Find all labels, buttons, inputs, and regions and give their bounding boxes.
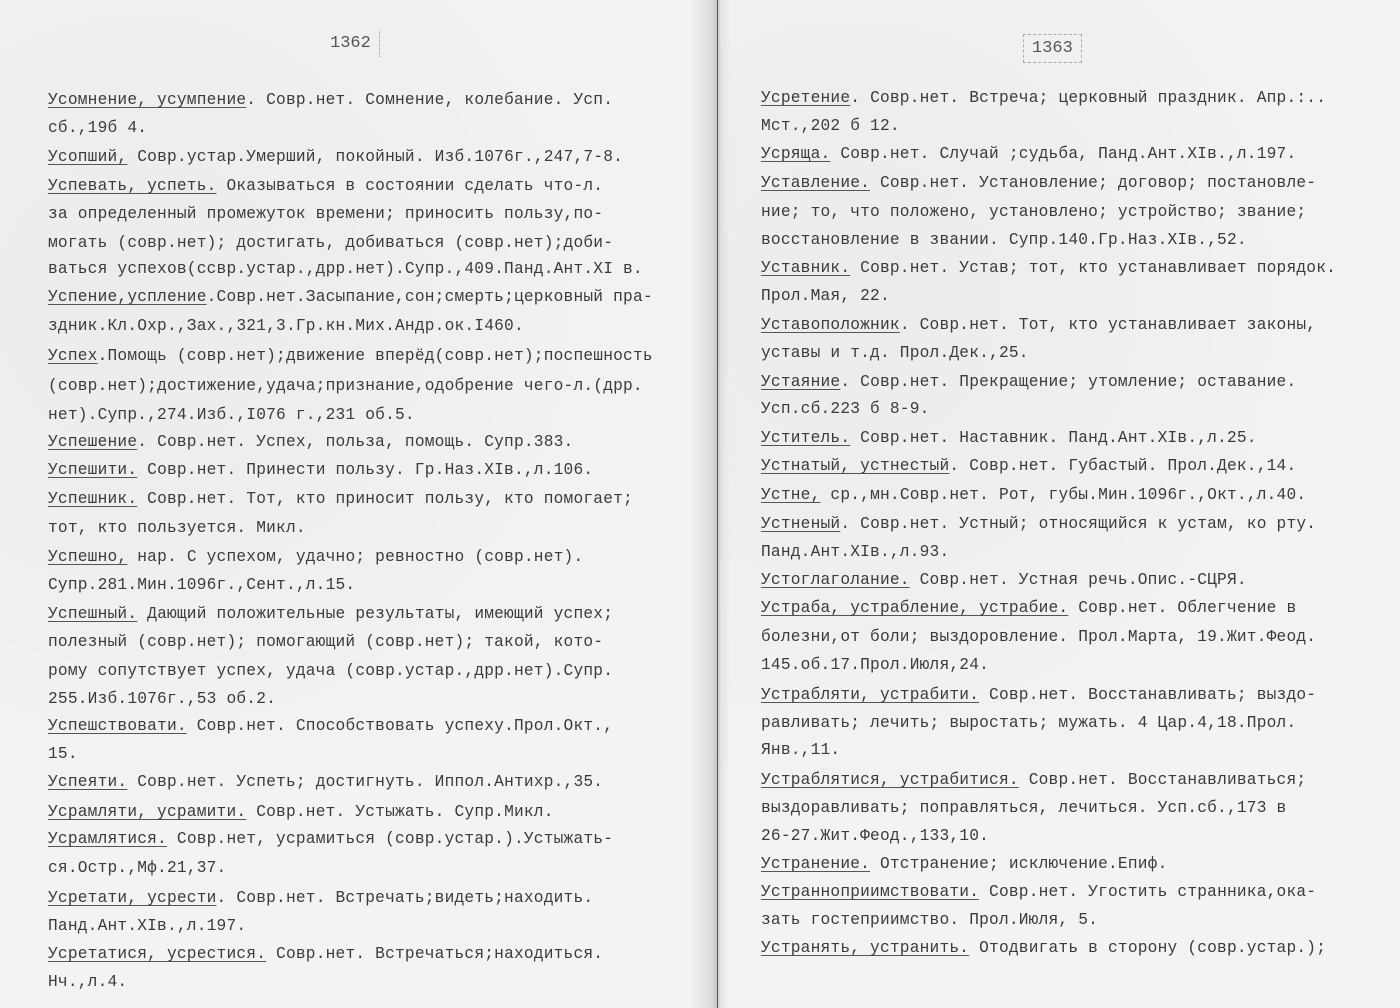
entry-text: Совр.нет. Устав; тот, кто устанавливает порядок.	[850, 259, 1337, 277]
entry-text: . Совр.нет. Прекращение; утомление; оставание.	[840, 373, 1297, 391]
entry-continuation-line	[761, 656, 989, 674]
headword: Успеяти.	[48, 773, 128, 791]
entry-text: Совр.нет. Способствовать успеху.Прол.Окт.,	[186, 717, 614, 735]
entry-continuation-line	[48, 234, 613, 252]
headword: Уститель.	[761, 429, 851, 447]
entry-continuation-line	[48, 859, 226, 877]
headword: Успешити.	[48, 461, 138, 479]
headword: Усрамлятися.	[48, 830, 167, 848]
entry-text: . Совр.нет. Сомнение, колебание. Усп.	[246, 91, 614, 109]
entry-text: Совр.нет. Восстанавливаться;	[1018, 771, 1307, 789]
entry-text: Панд.Ант.XIв.,л.197.	[48, 917, 247, 935]
entry-text: Совр.нет, усрамиться (совр.устар.).Устыжать-	[166, 830, 614, 848]
dictionary-entry-line	[48, 717, 613, 735]
entry-continuation-line	[761, 714, 1296, 732]
dictionary-entry-line	[48, 177, 603, 195]
entry-text: Усп.сб.223 б 8-9.	[761, 400, 930, 418]
entry-text: уставы и т.д. Прол.Дек.,25.	[761, 344, 1029, 362]
entry-text: 255.Изб.1076г.,53 об.2.	[48, 690, 277, 708]
entry-continuation-line	[48, 406, 415, 424]
entry-text: сб.,19б 4.	[48, 119, 148, 137]
headword: Усрамляти, усрамити.	[48, 803, 247, 821]
dictionary-entry-line	[761, 571, 1247, 589]
dictionary-entry-line	[48, 148, 623, 166]
entry-text: восстановление в звании. Супр.140.Гр.Наз.XIв.,52.	[761, 231, 1247, 249]
dictionary-entry-line	[761, 457, 1296, 475]
entry-continuation-line	[48, 917, 246, 935]
entry-text: 145.об.17.Прол.Июля,24.	[761, 656, 990, 674]
headword: Успение,успление	[48, 288, 207, 306]
entry-text: выздоравливать; поправляться, лечиться. Усп.сб.,173 в	[761, 799, 1287, 817]
dictionary-entry-line	[761, 429, 1257, 447]
dictionary-entry-line	[761, 686, 1316, 704]
entry-text: .Совр.нет.Засыпание,сон;смерть;церковный пра-	[206, 288, 653, 306]
dictionary-entry-line	[48, 945, 603, 963]
entry-text: Совр.нет. Облегчение в	[1068, 599, 1297, 617]
entry-continuation-line	[761, 628, 1316, 646]
headword: Усретати, усрести	[48, 889, 217, 907]
entry-text: Совр.нет. Установление; договор; постановле-	[870, 174, 1317, 192]
entry-text: (совр.нет);достижение,удача;признание,одобрение чего-л.(дрр.	[48, 377, 643, 395]
headword: Успешно,	[48, 548, 128, 566]
dictionary-entry-line	[48, 461, 593, 479]
entry-text: ся.Остр.,Мф.21,37.	[48, 859, 227, 877]
dictionary-entry-line	[761, 316, 1316, 334]
entry-text: Панд.Ант.XIв.,л.93.	[761, 543, 950, 561]
entry-continuation-line	[48, 119, 147, 137]
dictionary-entry-line	[48, 347, 653, 365]
headword: Успешствовати.	[48, 717, 187, 735]
headword: Усряща.	[761, 145, 831, 163]
dictionary-entry-line	[48, 605, 613, 623]
entry-continuation-line	[761, 400, 930, 418]
entry-text: болезни,от боли; выздоровление. Прол.Марта, 19.Жит.Феод.	[761, 628, 1317, 646]
entry-text: тот, кто пользуется. Микл.	[48, 519, 306, 537]
entry-text: Нч.,л.4.	[48, 973, 128, 991]
entry-continuation-line	[761, 741, 840, 759]
entry-text: 15.	[48, 745, 78, 763]
headword: Устранять, устранить.	[761, 939, 970, 957]
entry-text: Дающий положительные результаты, имеющий успех;	[137, 605, 614, 623]
entry-continuation-line	[48, 973, 127, 991]
entry-continuation-line	[48, 205, 603, 223]
entry-continuation-line	[48, 690, 276, 708]
entry-text: рому сопутствует успех, удача (совр.устар.,дрр.нет).Супр.	[48, 662, 614, 680]
headword: Устаяние	[761, 373, 841, 391]
headword: Устрабляти, устрабити.	[761, 686, 980, 704]
dictionary-entry-line	[761, 939, 1326, 957]
entry-text: . Совр.нет. Тот, кто устанавливает законы,	[899, 316, 1317, 334]
entry-continuation-line	[761, 117, 900, 135]
dictionary-entry-line	[761, 855, 1168, 873]
dictionary-entry-line	[48, 548, 583, 566]
dictionary-entry-line	[761, 373, 1296, 391]
dictionary-entry-line	[48, 773, 603, 791]
entry-continuation-line	[48, 317, 524, 335]
entry-text: зать гостеприимство. Прол.Июля, 5.	[761, 911, 1099, 929]
entry-text: Совр.нет. Успеть; достигнуть. Иппол.Антихр.,35.	[127, 773, 604, 791]
headword: Усопший,	[48, 148, 128, 166]
entry-text: Совр.нет. Устыжать. Супр.Микл.	[246, 803, 554, 821]
headword: Успевать, успеть.	[48, 177, 217, 195]
dictionary-entry-line	[761, 771, 1306, 789]
page-number: 1363	[1023, 34, 1082, 63]
entry-text: Совр.нет. Тот, кто приносит пользу, кто помогает;	[137, 490, 633, 508]
entry-text: Совр.нет. Наставник. Панд.Ант.XIв.,л.25.	[850, 429, 1257, 447]
dictionary-entry-line	[761, 89, 1326, 107]
entry-text: Отстранение; исключение.Епиф.	[870, 855, 1168, 873]
entry-continuation-line	[761, 543, 949, 561]
entry-text: Янв.,11.	[761, 741, 841, 759]
entry-continuation-line	[48, 576, 355, 594]
entry-text: . Совр.нет. Устный; относящийся к устам, ко рту.	[840, 515, 1317, 533]
headword: Устненый	[761, 515, 841, 533]
headword: Устранноприимствовати.	[761, 883, 980, 901]
entry-text: . Совр.нет. Губастый. Прол.Дек.,14.	[949, 457, 1297, 475]
entry-text: нар. С успехом, удачно; ревностно (совр.нет).	[127, 548, 584, 566]
headword: Уставник.	[761, 259, 851, 277]
entry-continuation-line	[761, 203, 1306, 221]
entry-continuation-line	[761, 827, 989, 845]
entry-text: ние; то, что положено, установлено; устройство; звание;	[761, 203, 1307, 221]
dictionary-entry-line	[761, 883, 1316, 901]
headword: Усретатися, усрестися.	[48, 945, 267, 963]
entry-text: . Совр.нет. Встреча; церковный праздник. Апр.:..	[850, 89, 1327, 107]
entry-text: нет).Супр.,274.Изб.,I076 г.,231 об.5.	[48, 406, 415, 424]
entry-text: Совр.нет. Устная речь.Опис.-СЦРЯ.	[909, 571, 1247, 589]
headword: Успешный.	[48, 605, 138, 623]
entry-text: .Помощь (совр.нет);движение вперёд(совр.нет);поспешность	[97, 347, 653, 365]
entry-continuation-line	[48, 633, 603, 651]
right-page	[718, 0, 1400, 1008]
entry-continuation-line	[48, 662, 613, 680]
entry-text: Мст.,202 б 12.	[761, 117, 900, 135]
dictionary-entry-line	[48, 830, 613, 848]
entry-continuation-line	[761, 287, 890, 305]
entry-text: Оказываться в состоянии сделать что-л.	[216, 177, 604, 195]
entry-text: Совр.нет. Случай ;судьба, Панд.Ант.XIв.,л.197.	[830, 145, 1297, 163]
entry-text: Отодвигать в сторону (совр.устар.);	[969, 939, 1327, 957]
headword: Устоглаголание.	[761, 571, 910, 589]
entry-text: могать (совр.нет); достигать, добиваться (совр.нет);доби-	[48, 234, 614, 252]
book-spine-shadow	[690, 0, 730, 1008]
headword: Усретение	[761, 89, 851, 107]
headword: Устнатый, устнестый	[761, 457, 950, 475]
dictionary-entry-line	[48, 889, 593, 907]
entry-text: полезный (совр.нет); помогающий (совр.нет); такой, кото-	[48, 633, 604, 651]
entry-continuation-line	[48, 519, 306, 537]
headword: Усомнение, усумпение	[48, 91, 247, 109]
dictionary-entry-line	[48, 433, 573, 451]
headword: Уставоположник	[761, 316, 900, 334]
entry-text: Совр.устар.Умерший, покойный. Изб.1076г.,247,7-8.	[127, 148, 624, 166]
entry-text: Совр.нет. Восстанавливать; выздо-	[979, 686, 1317, 704]
page-divider	[717, 0, 718, 1008]
headword: Успешник.	[48, 490, 138, 508]
entry-text: Супр.281.Мин.1096г.,Сент.,л.15.	[48, 576, 356, 594]
entry-text: равливать; лечить; выростать; мужать. 4 Цар.4,18.Прол.	[761, 714, 1297, 732]
entry-continuation-line	[761, 344, 1029, 362]
entry-text: Совр.нет. Принести пользу. Гр.Наз.XIв.,л.106.	[137, 461, 594, 479]
entry-text: ваться успехов(ссвр.устар.,дрр.нет).Супр.,409.Панд.Ант.XI в.	[48, 260, 643, 278]
dictionary-entry-line	[48, 288, 653, 306]
entry-text: Совр.нет. Угостить странника,ока-	[979, 883, 1317, 901]
entry-text: за определенный промежуток времени; приносить пользу,по-	[48, 205, 604, 223]
entry-continuation-line	[761, 799, 1286, 817]
headword: Устне,	[761, 486, 821, 504]
headword: Уставление.	[761, 174, 871, 192]
page-number: 1362	[322, 30, 380, 57]
entry-continuation-line	[48, 745, 78, 763]
dictionary-entry-line	[761, 599, 1296, 617]
dictionary-entry-line	[48, 490, 633, 508]
entry-text: 26-27.Жит.Феод.,133,10.	[761, 827, 990, 845]
headword: Устраба, устрабление, устрабие.	[761, 599, 1069, 617]
entry-text: Прол.Мая, 22.	[761, 287, 890, 305]
headword: Устранение.	[761, 855, 871, 873]
entry-text: здник.Кл.Охр.,Зах.,321,3.Гр.кн.Мих.Андр.ок.I460.	[48, 317, 524, 335]
dictionary-entry-line	[761, 515, 1316, 533]
entry-continuation-line	[48, 377, 643, 395]
dictionary-entry-line	[761, 259, 1336, 277]
headword: Успешение	[48, 433, 138, 451]
dictionary-entry-line	[48, 91, 613, 109]
headword: Успех	[48, 347, 98, 365]
entry-continuation-line	[761, 231, 1247, 249]
dictionary-entry-line	[761, 486, 1306, 504]
entry-continuation-line	[48, 260, 643, 278]
entry-text: . Совр.нет. Успех, польза, помощь. Супр.383.	[137, 433, 574, 451]
dictionary-entry-line	[48, 803, 554, 821]
entry-text: ср.,мн.Совр.нет. Рот, губы.Мин.1096г.,Окт.,л.40.	[820, 486, 1307, 504]
entry-continuation-line	[761, 911, 1098, 929]
entry-text: Совр.нет. Встречаться;находиться.	[266, 945, 604, 963]
entry-text: . Совр.нет. Встречать;видеть;находить.	[216, 889, 594, 907]
dictionary-entry-line	[761, 174, 1316, 192]
dictionary-entry-line	[761, 145, 1296, 163]
headword: Устраблятися, устрабитися.	[761, 771, 1019, 789]
